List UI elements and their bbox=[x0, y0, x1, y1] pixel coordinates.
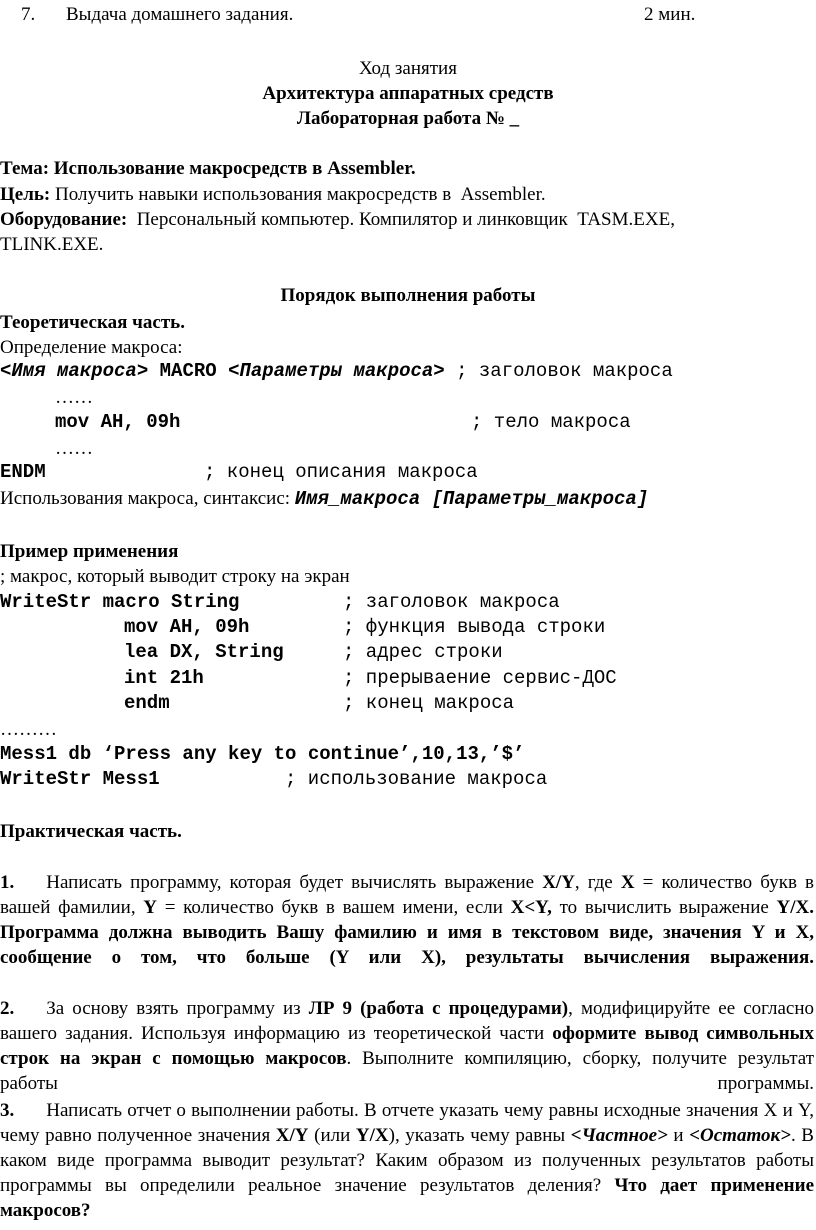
task-1 bbox=[0, 870, 814, 970]
theory-title: Теоретическая часть. bbox=[0, 312, 185, 333]
goal-label: Цель: bbox=[0, 184, 51, 205]
task-text: ), указать чему равны bbox=[388, 1125, 571, 1146]
endm-keyword: ENDM bbox=[0, 461, 46, 483]
task-text: Y/X. Программа должна выводить Вашу фамилию и имя в текстовом виде, значения Y и X, сообщение о том, что больше (Y или X), результаты вычисления выражения. bbox=[0, 897, 814, 968]
macro-keyword: MACRO bbox=[148, 360, 229, 382]
ellipsis: …… bbox=[55, 387, 93, 408]
practice-title: Практическая часть. bbox=[0, 821, 182, 842]
task-number: 2. bbox=[0, 998, 15, 1019]
task-text: , где bbox=[574, 872, 621, 893]
ellipsis: …… bbox=[55, 438, 93, 459]
ellipsis: ……… bbox=[0, 719, 57, 740]
code-line: mov AH, 09h bbox=[124, 616, 250, 638]
item-text: Выдача домашнего задания. bbox=[66, 4, 294, 25]
task-text: (или bbox=[308, 1125, 356, 1146]
goal-text: Получить навыки использования макросредств в Assembler. bbox=[50, 184, 546, 205]
task-text: . В каком виде программа выводит результат? Каким образом из полученных результатов работы программы вы определили реальное значение результатов деления? bbox=[0, 1125, 814, 1196]
equipment-label: Оборудование: bbox=[0, 209, 128, 230]
topic-label: Тема: bbox=[0, 158, 50, 179]
code-line: int 21h bbox=[124, 667, 204, 689]
code-comment: ; функция вывода строки bbox=[343, 616, 606, 638]
code-comment: ; конец макроса bbox=[343, 692, 515, 714]
macro-header-comment: ; заголовок макроса bbox=[444, 360, 673, 382]
task-text: , модифицируйте ее согласно вашего задания. Используя информацию из теоретической части bbox=[0, 998, 814, 1044]
macro-header-line bbox=[0, 359, 673, 384]
topic-line bbox=[0, 156, 416, 181]
usage-line bbox=[0, 486, 648, 512]
order-title: Порядок выполнения работы bbox=[280, 285, 536, 306]
macro-call-comment: ; использование макроса bbox=[285, 768, 548, 790]
section-heading: Архитектура аппаратных средств bbox=[262, 83, 554, 104]
task-text: Написать программу, которая будет вычислять выражение bbox=[46, 872, 543, 893]
task-text: Y/X bbox=[355, 1125, 389, 1146]
message-declaration: Mess1 db ‘Press any key to continue’,10,13,’$’ bbox=[0, 743, 525, 765]
task-text: Что дает применение макросов? bbox=[0, 1175, 814, 1221]
macro-call-code: WriteStr Mess1 bbox=[0, 768, 160, 790]
task-text: <Частное> bbox=[570, 1125, 668, 1146]
task-text: = количество букв в вашей фамилии, bbox=[0, 872, 815, 918]
item-number: 7. bbox=[21, 4, 36, 25]
endm-comment: ; конец описания макроса bbox=[204, 461, 478, 483]
goal-line bbox=[0, 182, 546, 207]
task-number: 1. bbox=[0, 872, 15, 893]
task-text: Написать отчет о выполнении работы. В отчете указать чему равны исходные значения X и Y, чему равно полученное значения bbox=[0, 1100, 814, 1146]
macro-params-placeholder: <Параметры макроса> bbox=[228, 360, 445, 382]
example-title: Пример применения bbox=[0, 541, 179, 562]
task-text: X bbox=[620, 872, 635, 893]
macro-name-placeholder: <Имя макроса> bbox=[0, 360, 149, 382]
item-time: 2 мин. bbox=[644, 4, 696, 25]
task-text: <Остаток> bbox=[689, 1125, 791, 1146]
code-line: lea DX, String bbox=[124, 641, 284, 663]
task-text: оформите вывод символьных строк на экран с помощью макросов bbox=[0, 1023, 814, 1069]
usage-syntax: Имя_макроса [Параметры_макроса] bbox=[294, 488, 649, 510]
task-2 bbox=[0, 996, 814, 1096]
macro-body-code: mov AH, 09h bbox=[55, 411, 181, 433]
task-number: 3. bbox=[0, 1100, 15, 1121]
code-comment: ; прерываение сервис-ДОС bbox=[343, 667, 617, 689]
task-text: = количество букв в вашем имени, если bbox=[157, 897, 511, 918]
macro-definition-label: Определение макроса: bbox=[0, 337, 183, 358]
equipment-line bbox=[0, 207, 675, 232]
task-text: За основу взять программу из bbox=[46, 998, 309, 1019]
lab-heading: Лабораторная работа № _ bbox=[296, 108, 520, 129]
usage-text: Использования макроса, синтаксис: bbox=[0, 488, 295, 509]
task-text: X/Y bbox=[275, 1125, 309, 1146]
code-comment: ; адрес строки bbox=[343, 641, 503, 663]
task-text: и bbox=[667, 1125, 690, 1146]
code-comment: ; заголовок макроса bbox=[343, 591, 560, 613]
task-text: X<Y, bbox=[510, 897, 552, 918]
macro-body-comment: ; тело макроса bbox=[471, 411, 631, 433]
task-text: то вычислить выражение bbox=[551, 897, 777, 918]
task-text: ЛР 9 (работа с процедурами) bbox=[308, 998, 569, 1019]
code-line: WriteStr macro String bbox=[0, 591, 240, 613]
code-line: endm bbox=[124, 692, 170, 714]
topic-text: Использование макросредств в Assembler. bbox=[49, 158, 416, 179]
task-text: X/Y bbox=[542, 872, 575, 893]
task-text: . Выполните компиляцию, сборку, получите результат работы программы. bbox=[0, 1048, 814, 1094]
task-3 bbox=[0, 1098, 814, 1223]
lesson-progress-heading: Ход занятия bbox=[359, 58, 457, 79]
equipment-text: Персональный компьютер. Компилятор и линковщик TASM.EXE, bbox=[127, 209, 675, 230]
equipment-line-2: TLINK.EXE. bbox=[0, 234, 104, 255]
task-text: Y bbox=[143, 897, 158, 918]
example-comment: ; макрос, который выводит строку на экран bbox=[0, 566, 350, 587]
